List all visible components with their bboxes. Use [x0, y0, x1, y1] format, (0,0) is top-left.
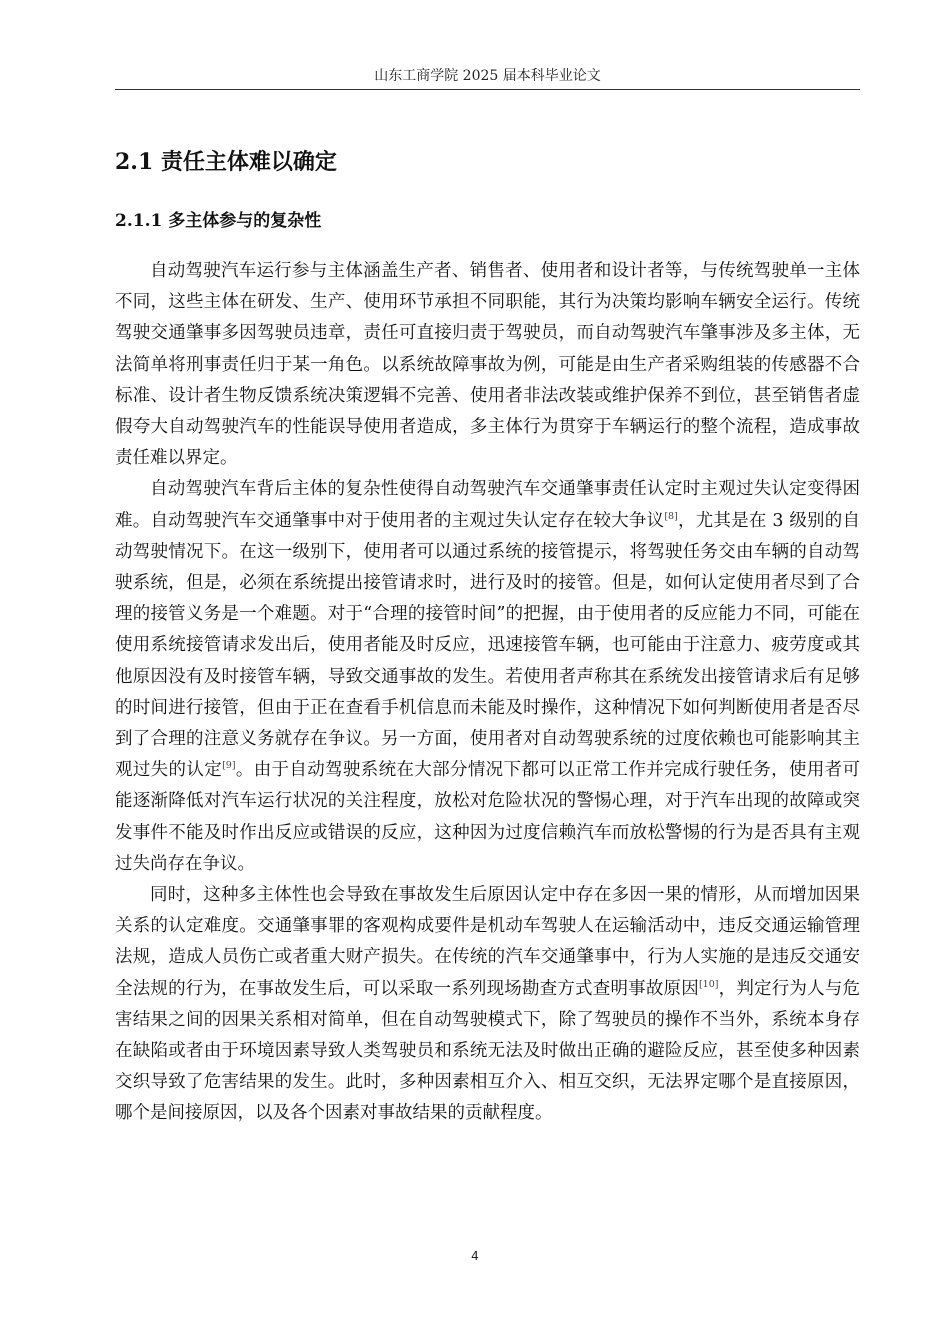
paragraph-3-text-b: ，判定行为人与危害结果之间的因果关系相对简单，但在自动驾驶模式下，除了驾驶员的操作不当外，系统本身存在缺陷或者由于环境因素导致人类驾驶员和系统无法及时做出正确的避险反应，甚至使多种因素交织导致了危害结果的发生。此时，多种因素相互介入、相互交织，无法界定哪个是直接原因，哪个是间接原因，以及各个因素对事故结果的贡献程度。: [115, 978, 861, 1124]
citation-8: [8]: [664, 510, 678, 522]
subsection-heading: 2.1.1 多主体参与的复杂性: [115, 211, 322, 231]
paragraph-2: [115, 474, 860, 880]
section-heading: 2.1 责任主体难以确定: [115, 149, 337, 175]
header-divider: [115, 89, 860, 90]
citation-10: [10]: [698, 978, 719, 990]
paragraph-1-text: 自动驾驶汽车运行参与主体涵盖生产者、销售者、使用者和设计者等，与传统驾驶单一主体不同，这些主体在研发、生产、使用环节承担不同职能，其行为决策均影响车辆安全运行。传统驾驶交通肇事多因驾驶员违章，责任可直接归责于驾驶员，而自动驾驶汽车肇事涉及多主体，无法简单将刑事责任归于某一角色。以系统故障事故为例，可能是由生产者采购组装的传感器不合标准、设计者生物反馈系统决策逻辑不完善、使用者非法改装或维护保养不到位，甚至销售者虚假夸大自动驾驶汽车的性能误导使用者造成，多主体行为贯穿于车辆运行的整个流程，造成事故责任难以界定。: [115, 261, 860, 469]
paragraph-2-text-a: 自动驾驶汽车背后主体的复杂性使得自动驾驶汽车交通肇事责任认定时主观过失认定变得困难。自动驾驶汽车交通肇事中对于使用者的主观过失认定存在较大争议: [115, 479, 860, 531]
paragraph-2-text-c: 。由于自动驾驶系统在大部分情况下都可以正常工作并完成行驶任务，使用者可能逐渐降低对汽车运行状况的关注程度，放松对危险状况的警惕心理，对于汽车出现的故障或突发事件不能及时作出反应或错误的反应，这种因为过度信赖汽车而放松警惕的行为是否具有主观过失尚存在争议。: [115, 760, 861, 874]
paragraph-3: [115, 880, 860, 1130]
body-text: [115, 256, 860, 1130]
citation-9: [9]: [222, 760, 236, 772]
paragraph-1: [115, 256, 860, 474]
paragraph-2-text-b: ，尤其是在 3 级别的自动驾驶情况下。在这一级别下，使用者可以通过系统的接管提示，将驾驶任务交由车辆的自动驾驶系统，但是，必须在系统提出接管请求时，进行及时的接管。但是，如何认定使用者尽到了合理的接管义务是一个难题。对于“合理的接管时间”的把握，由于使用者的反应能力不同，可能在使用系统接管请求发出后，使用者能及时反应，迅速接管车辆，也可能由于注意力、疲劳度或其他原因没有及时接管车辆，导致交通事故的发生。若使用者声称其在系统发出接管请求后有足够的时间进行接管，但由于正在查看手机信息而未能及时操作，这种情况下如何判断使用者是否尽到了合理的注意义务就存在争议。另一方面，使用者对自动驾驶系统的过度依赖也可能影响其主观过失的认定: [115, 510, 860, 781]
paragraph-3-text-a: 同时，这种多主体性也会导致在事故发生后原因认定中存在多因一果的情形，从而增加因果关系的认定难度。交通肇事罪的客观构成要件是机动车驾驶人在运输活动中，违反交通运输管理法规，造成人员伤亡或者重大财产损失。在传统的汽车交通肇事中，行为人实施的是违反交通安全法规的行为，在事故发生后，可以采取一系列现场勘查方式查明事故原因: [115, 885, 860, 999]
running-header: 山东工商学院 2025 届本科毕业论文: [374, 68, 601, 84]
page-number: 4: [471, 1249, 479, 1263]
